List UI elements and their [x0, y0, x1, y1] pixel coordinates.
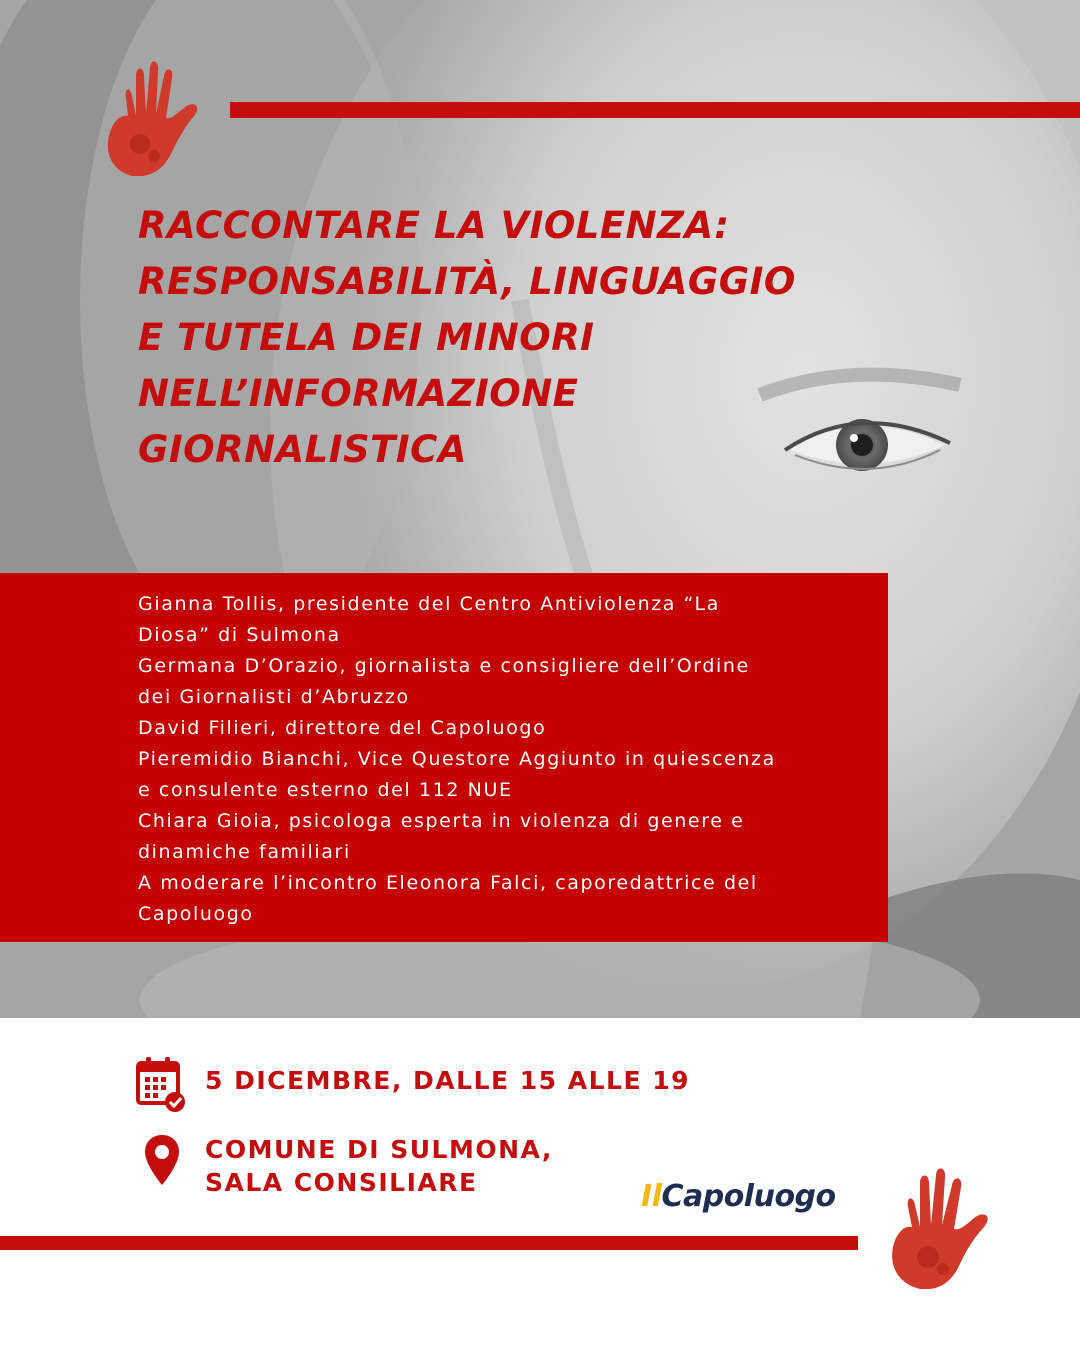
event-date: 5 DICEMBRE, DALLE 15 ALLE 19	[205, 1066, 691, 1095]
title-line: NELL’INFORMAZIONE	[138, 372, 579, 415]
calendar-check-icon	[136, 1055, 186, 1113]
speaker-line: David Filieri, direttore del Capoluogo	[138, 717, 547, 739]
speaker-line: Diosa” di Sulmona	[138, 624, 341, 646]
speaker-line: dei Giornalisti d’Abruzzo	[138, 686, 410, 708]
top-decorative-bar	[230, 102, 1080, 118]
speaker-line: e consulente esterno del 112 NUE	[138, 779, 513, 801]
logo-prefix: Il	[641, 1179, 662, 1214]
location-pin-icon	[143, 1133, 181, 1187]
speaker-line: Gianna Tollis, presidente del Centro Antiviolenza “La	[138, 593, 720, 615]
title-line: RESPONSABILITÀ, LINGUAGGIO	[138, 260, 796, 303]
place-line: SALA CONSILIARE	[205, 1168, 478, 1197]
event-title	[138, 198, 898, 478]
title-line: GIORNALISTICA	[138, 428, 467, 471]
title-line: RACCONTARE LA VIOLENZA:	[138, 204, 730, 247]
red-handprint-icon	[92, 58, 204, 176]
event-place	[205, 1133, 553, 1199]
place-line: COMUNE DI SULMONA,	[205, 1135, 553, 1164]
title-line: E TUTELA DEI MINORI	[138, 316, 595, 359]
bottom-decorative-bar	[0, 1236, 858, 1250]
speaker-line: Chiara Gioia, psicologa esperta in violenza di genere e	[138, 810, 745, 832]
logo-name: Capoluogo	[661, 1179, 836, 1214]
capoluogo-logo	[641, 1179, 836, 1214]
speaker-line: Capoluogo	[138, 903, 254, 925]
red-handprint-icon	[876, 1165, 994, 1289]
speaker-line: Germana D’Orazio, giornalista e consigliere dell’Ordine	[138, 655, 750, 677]
speaker-line: dinamiche familiari	[138, 841, 351, 863]
speakers-list	[138, 589, 878, 930]
speaker-line: Pieremidio Bianchi, Vice Questore Aggiunto in quiescenza	[138, 748, 776, 770]
speaker-line: A moderare l’incontro Eleonora Falci, caporedattrice del	[138, 872, 758, 894]
